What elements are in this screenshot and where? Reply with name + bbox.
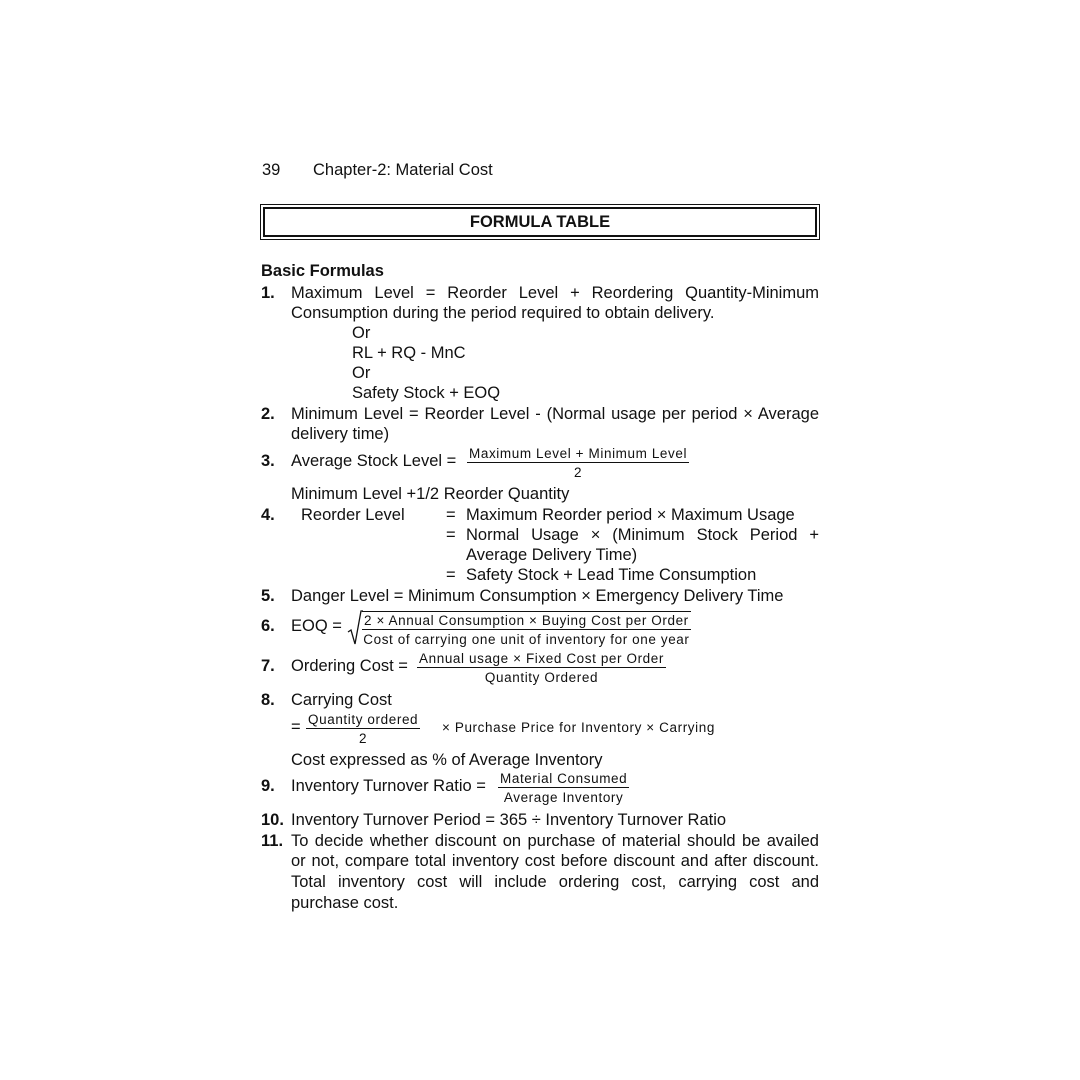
formula-4-rhs-2a: Normal Usage × (Minimum Stock Period +: [466, 526, 819, 544]
square-root-icon: [347, 610, 363, 646]
formula-3-denominator: 2: [573, 465, 583, 480]
formula-11-line-3: Total inventory cost will include ordering cost, carrying cost and: [291, 873, 819, 891]
formula-1-or: Or: [352, 324, 371, 342]
formula-6-fraction: [362, 611, 691, 647]
formula-8-line-3: Cost expressed as % of Average Inventory: [291, 751, 603, 769]
formula-9-fraction: [498, 771, 629, 805]
formula-table-title: FORMULA TABLE: [263, 207, 817, 237]
formula-2-line-1: Minimum Level = Reorder Level - (Normal usage per period × Average: [291, 405, 819, 423]
formula-1-or: Or: [352, 364, 371, 382]
formula-3-lhs: Average Stock Level =: [291, 452, 457, 470]
formula-4-rhs-2b: Average Delivery Time): [466, 546, 638, 564]
item-number: 2.: [261, 405, 275, 423]
item-number: 7.: [261, 657, 275, 675]
formula-6-denominator: Cost of carrying one unit of inventory for one year: [363, 632, 690, 647]
formula-8-title: Carrying Cost: [291, 691, 392, 709]
item-number: 9.: [261, 777, 275, 795]
formula-1-alt-1: RL + RQ - MnC: [352, 344, 466, 362]
formula-6-numerator: 2 × Annual Consumption × Buying Cost per Order: [364, 613, 689, 628]
formula-table-title-box: [260, 204, 820, 240]
formula-4-rhs-3: Safety Stock + Lead Time Consumption: [466, 566, 757, 584]
item-number: 6.: [261, 617, 275, 635]
formula-7-numerator: Annual usage × Fixed Cost per Order: [419, 651, 664, 666]
formula-2-line-2: delivery time): [291, 425, 390, 443]
formula-7-fraction: [417, 651, 666, 685]
formula-8-numerator: Quantity ordered: [308, 712, 419, 727]
equals-sign: =: [446, 526, 456, 544]
equals-sign: =: [446, 566, 456, 584]
formula-3-alt: Minimum Level +1/2 Reorder Quantity: [291, 485, 570, 503]
formula-1-alt-2: Safety Stock + EOQ: [352, 384, 501, 402]
formula-8-rest: × Purchase Price for Inventory × Carrying: [442, 720, 715, 735]
formula-8-fraction: [306, 712, 420, 746]
item-number: 5.: [261, 587, 275, 605]
formula-11-line-2: or not, compare total inventory cost before discount and after discount.: [291, 852, 819, 870]
item-number: 11.: [261, 832, 284, 850]
formula-9-lhs: Inventory Turnover Ratio =: [291, 777, 486, 795]
equals-sign: =: [446, 506, 456, 524]
formula-8-denominator: 2: [359, 731, 368, 746]
formula-7-lhs: Ordering Cost =: [291, 657, 408, 675]
equals-sign: =: [291, 718, 301, 736]
item-number: 4.: [261, 506, 275, 524]
chapter-title: Chapter-2: Material Cost: [313, 161, 493, 179]
item-number: 3.: [261, 452, 275, 470]
formula-4-lhs: Reorder Level: [301, 506, 405, 524]
item-number: 10.: [261, 811, 284, 829]
page-number: 39: [262, 161, 281, 179]
formula-11-line-4: purchase cost.: [291, 894, 399, 912]
formula-1-line-1: Maximum Level = Reorder Level + Reordering Quantity-Minimum: [291, 284, 819, 302]
formula-9-numerator: Material Consumed: [500, 771, 628, 786]
formula-6-lhs: EOQ =: [291, 617, 342, 635]
section-heading: Basic Formulas: [261, 262, 384, 280]
formula-7-denominator: Quantity Ordered: [484, 670, 599, 685]
formula-3-numerator: Maximum Level + Minimum Level: [469, 446, 688, 461]
formula-10-text: Inventory Turnover Period = 365 ÷ Inventory Turnover Ratio: [291, 811, 727, 829]
item-number: 8.: [261, 691, 275, 709]
formula-9-denominator: Average Inventory: [503, 790, 624, 805]
item-number: 1.: [261, 284, 275, 302]
formula-1-line-2: Consumption during the period required to obtain delivery.: [291, 304, 715, 322]
formula-11-line-1: To decide whether discount on purchase of material should be availed: [291, 832, 819, 850]
formula-4-rhs-1: Maximum Reorder period × Maximum Usage: [466, 506, 795, 524]
formula-3-fraction: [467, 446, 689, 480]
formula-5-text: Danger Level = Minimum Consumption × Emergency Delivery Time: [291, 587, 784, 605]
